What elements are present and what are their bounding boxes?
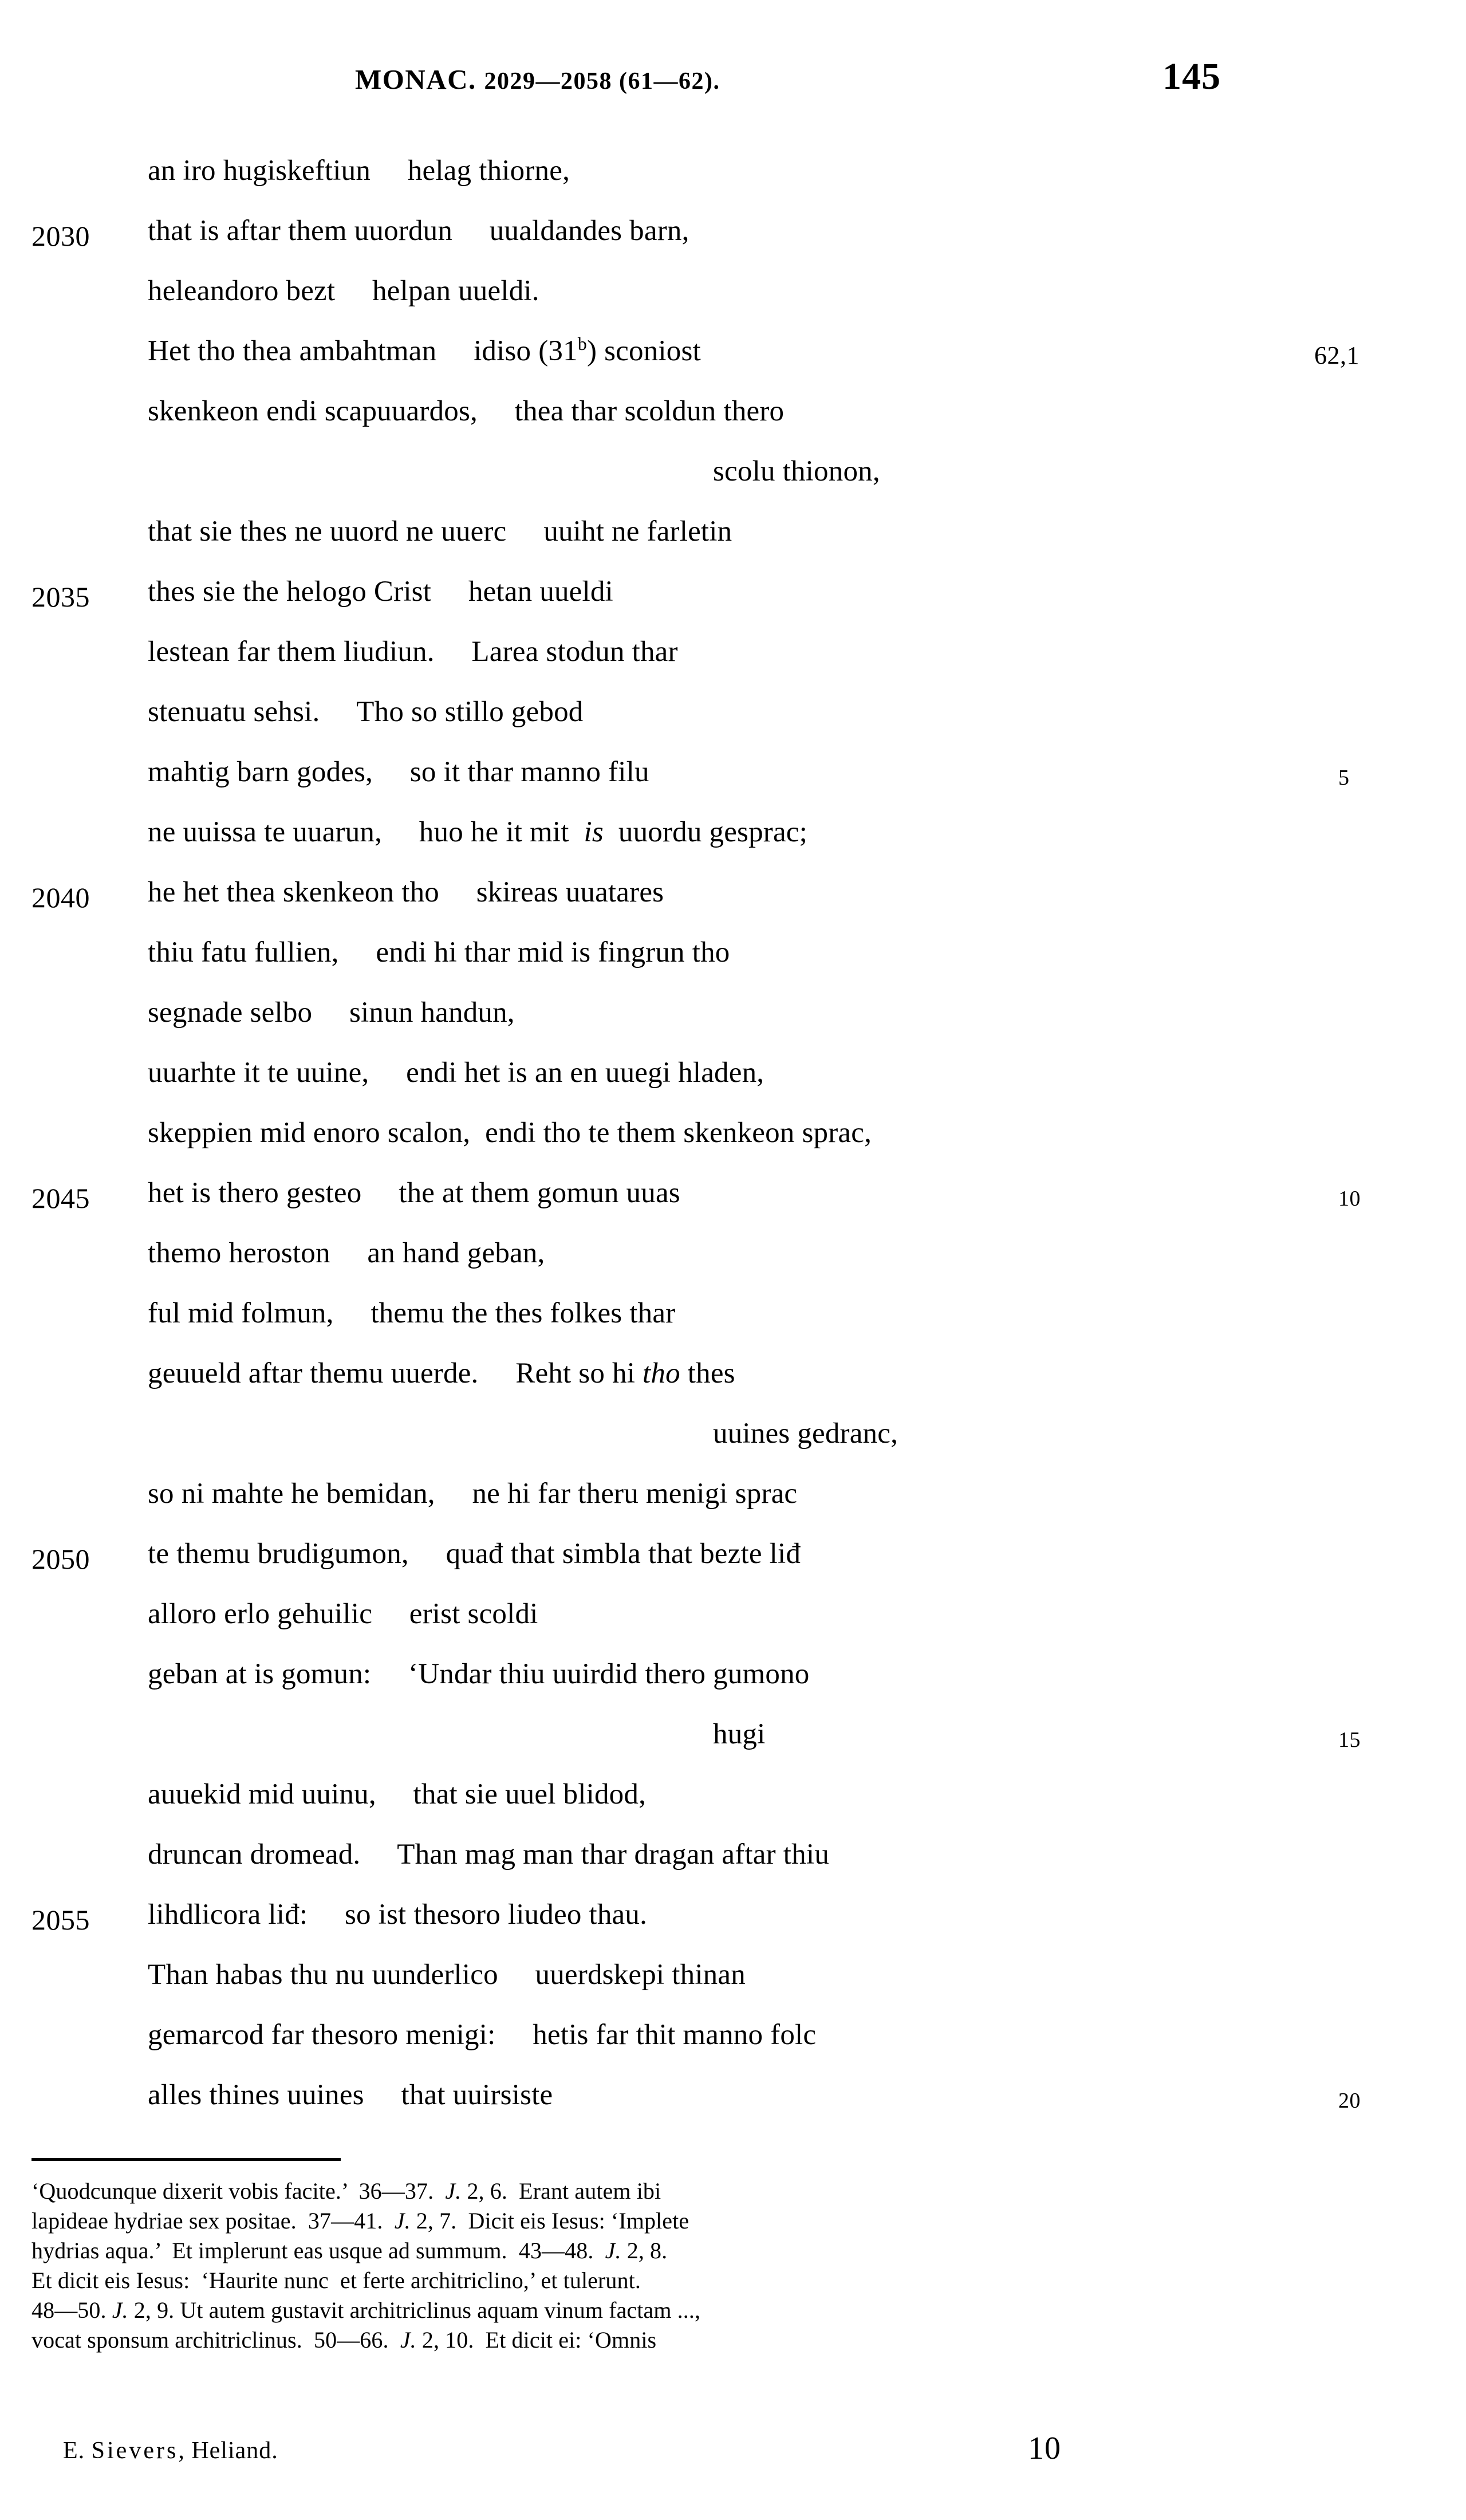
footnote-line: 48—50. J. 2, 9. Ut autem gustavit architriclinus aquam vinum factam ..., xyxy=(31,2297,701,2323)
verse-text: alloro erlo gehuilic erist scoldi xyxy=(148,1598,538,1630)
verse-text: druncan dromead. Than mag man thar dragan aftar thiu xyxy=(148,1838,829,1871)
footer-signature-initial: E. xyxy=(63,2438,92,2464)
footer-signature xyxy=(63,2437,278,2464)
verse-number: 2030 xyxy=(31,220,90,252)
footnote-line: lapideae hydriae sex positae. 37—41. J. 2, 7. Dicit eis Iesus: ‘Implete xyxy=(31,2208,689,2234)
verse-line xyxy=(0,517,1466,577)
verse-line xyxy=(0,697,1466,757)
verse-line xyxy=(0,1659,1466,1719)
verse-line xyxy=(0,276,1466,336)
verse-line xyxy=(0,1238,1466,1298)
footnote-line: Et dicit eis Iesus: ‘Haurite nunc et ferte architriclino,’ et tulerunt. xyxy=(31,2267,641,2293)
verse-text: uuines gedranc, xyxy=(713,1418,898,1450)
verse-line xyxy=(0,998,1466,1058)
footnote-separator-rule xyxy=(31,2158,341,2161)
verse-text: geuueld aftar themu uuerde. Reht so hi tho thes xyxy=(148,1357,735,1389)
verse-text: het is thero gesteo the at them gomun uuas xyxy=(148,1177,680,1209)
verse-line xyxy=(0,1900,1466,1960)
verse-line xyxy=(0,877,1466,938)
verse-number: 2035 xyxy=(31,581,90,613)
footnote-line: ‘Quodcunque dixerit vobis facite.’ 36—37. J. 2, 6. Erant autem ibi xyxy=(31,2178,661,2204)
verse-text: ne uuissa te uuarun, huo he it mit is uuordu gesprac; xyxy=(148,816,808,848)
verse-block xyxy=(0,156,1466,2140)
verse-line xyxy=(0,396,1466,456)
verse-number: 2050 xyxy=(31,1543,90,1575)
footnote-apparatus xyxy=(31,2176,1406,2355)
running-head-title-main: MONAC. xyxy=(355,64,484,95)
verse-line xyxy=(0,817,1466,877)
verse-text: Than habas thu nu uunderlico uuerdskepi thinan xyxy=(148,1959,746,1991)
verse-text: Het tho thea ambahtman idiso (31$^b$) sconiost xyxy=(148,333,701,367)
gospel-sigil: J. xyxy=(605,2238,621,2263)
verse-text: hugi xyxy=(713,1718,766,1750)
sheet-signature-number: 10 xyxy=(1028,2431,1061,2466)
verse-number: 2040 xyxy=(31,881,90,914)
verse-line xyxy=(0,577,1466,637)
verse-line xyxy=(0,1779,1466,1840)
margin-reference: 20 xyxy=(1338,2089,1361,2113)
verse-text: thes sie the helogo Crist hetan uueldi xyxy=(148,576,613,608)
verse-line xyxy=(0,156,1466,216)
verse-text: so ni mahte he bemidan, ne hi far theru menigi sprac xyxy=(148,1478,798,1510)
margin-reference: 5 xyxy=(1338,766,1350,790)
italic-word: tho xyxy=(643,1357,680,1389)
verse-text: auuekid mid uuinu, that sie uuel blidod, xyxy=(148,1778,647,1810)
verse-line xyxy=(0,1118,1466,1178)
verse-text: ful mid folmun, themu the thes folkes thar xyxy=(148,1297,676,1329)
running-head-title-range: 2029—2058 (61—62). xyxy=(484,68,720,94)
verse-line xyxy=(0,1058,1466,1118)
verse-text: skeppien mid enoro scalon, endi tho te them skenkeon sprac, xyxy=(148,1117,872,1149)
verse-text: he het thea skenkeon tho skireas uuatares xyxy=(148,876,664,908)
verse-text: gemarcod far thesoro menigi: hetis far thit manno folc xyxy=(148,2019,817,2051)
superscript-b: b xyxy=(577,333,587,354)
verse-text: lestean far them liudiun. Larea stodun thar xyxy=(148,636,678,668)
verse-line xyxy=(0,1479,1466,1539)
running-head-title xyxy=(355,63,720,96)
verse-line xyxy=(0,1960,1466,2020)
margin-reference: 62,1 xyxy=(1314,341,1359,369)
running-head xyxy=(0,56,1466,115)
verse-line xyxy=(0,757,1466,817)
verse-text: alles thines uuines that uuirsiste xyxy=(148,2079,553,2111)
verse-text: themo heroston an hand geban, xyxy=(148,1237,545,1269)
verse-line xyxy=(0,1419,1466,1479)
gospel-sigil: J. xyxy=(394,2208,411,2234)
verse-line xyxy=(0,1599,1466,1659)
verse-text: segnade selbo sinun handun, xyxy=(148,997,515,1029)
verse-line xyxy=(0,333,1466,396)
verse-text: geban at is gomun: ‘Undar thiu uuirdid thero gumono xyxy=(148,1658,810,1690)
verse-line xyxy=(0,216,1466,276)
verse-line xyxy=(0,1539,1466,1599)
margin-reference: 10 xyxy=(1338,1187,1361,1211)
verse-text: skenkeon endi scapuuardos, thea thar scoldun thero xyxy=(148,395,785,427)
verse-number: 2045 xyxy=(31,1182,90,1214)
gospel-sigil: J. xyxy=(112,2297,128,2323)
verse-line xyxy=(0,1359,1466,1419)
verse-line xyxy=(0,1178,1466,1238)
verse-line xyxy=(0,1840,1466,1900)
verse-text: uuarhte it te uuine, endi het is an en uuegi hladen, xyxy=(148,1057,764,1089)
gospel-sigil: J. xyxy=(445,2178,462,2204)
verse-text: mahtig barn godes, so it thar manno filu xyxy=(148,756,649,788)
verse-text: scolu thionon, xyxy=(713,455,880,487)
verse-line xyxy=(0,1719,1466,1779)
verse-number: 2055 xyxy=(31,1904,90,1936)
verse-line xyxy=(0,1298,1466,1359)
italic-word: is xyxy=(584,816,604,848)
margin-reference: 15 xyxy=(1338,1728,1361,1752)
verse-text: lihdlicora liđ: so ist thesoro liudeo thau. xyxy=(148,1899,648,1931)
verse-line xyxy=(0,637,1466,697)
footnote-line: vocat sponsum architriclinus. 50—66. J. 2, 10. Et dicit ei: ‘Omnis xyxy=(31,2327,657,2353)
verse-text: thiu fatu fullien, endi hi thar mid is fingrun tho xyxy=(148,936,730,968)
verse-text: te themu brudigumon, quađ that simbla that bezte liđ xyxy=(148,1538,801,1570)
verse-text: stenuatu sehsi. Tho so stillo gebod xyxy=(148,696,584,728)
verse-text: an iro hugiskeftiun helag thiorne, xyxy=(148,155,570,187)
gospel-sigil: J. xyxy=(400,2327,416,2353)
verse-text: that is aftar them uuordun uualdandes barn, xyxy=(148,215,689,247)
page-number: 145 xyxy=(1162,56,1221,97)
footer-signature-name: Sievers xyxy=(91,2438,179,2464)
verse-line xyxy=(0,2080,1466,2140)
verse-line xyxy=(0,2020,1466,2080)
footer-signature-work: , Heliand. xyxy=(178,2438,278,2464)
verse-text: that sie thes ne uuord ne uuerc uuiht ne farletin xyxy=(148,515,732,548)
verse-line xyxy=(0,456,1466,517)
footnote-line: hydrias aqua.’ Et implerunt eas usque ad summum. 43—48. J. 2, 8. xyxy=(31,2238,668,2263)
verse-line xyxy=(0,938,1466,998)
verse-text: heleandoro bezt helpan uueldi. xyxy=(148,275,539,307)
